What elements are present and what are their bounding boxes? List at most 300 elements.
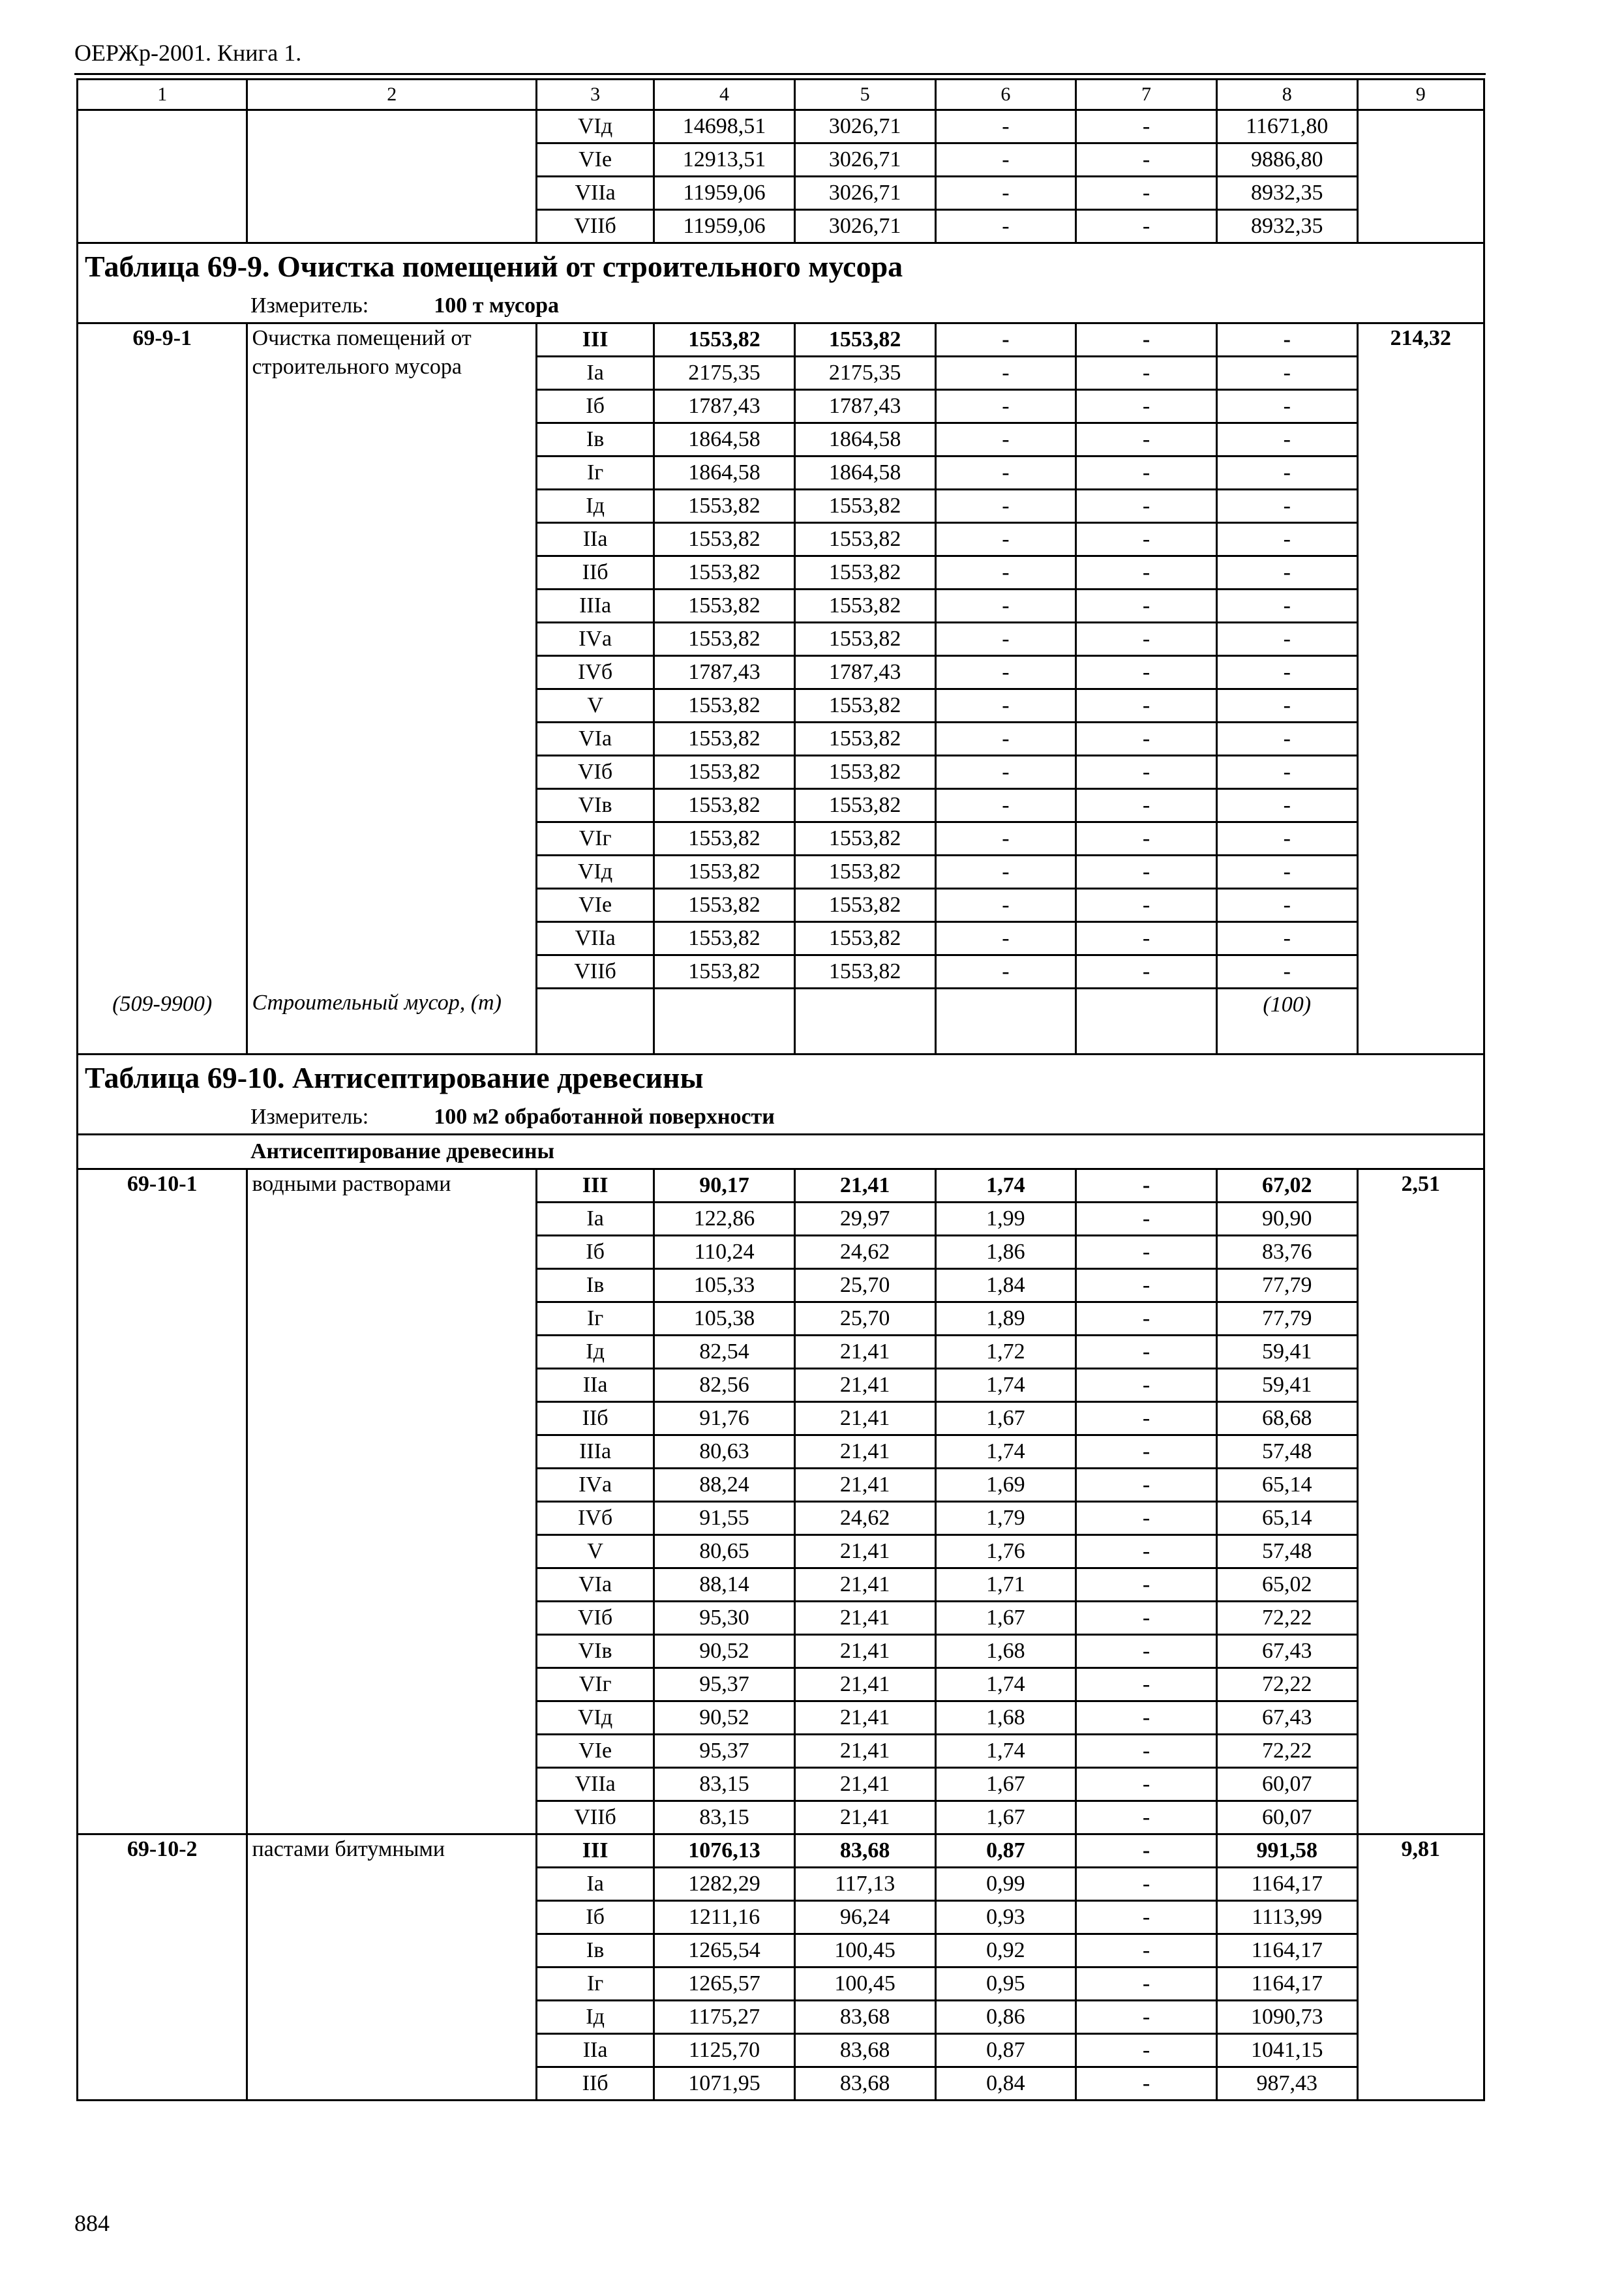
value-cell: 1553,82: [794, 723, 935, 756]
value-cell: 1164,17: [1216, 1967, 1357, 2001]
value-cell: -: [1076, 623, 1217, 656]
value-cell: -: [1076, 1602, 1217, 1635]
value-cell: VIIа: [537, 1768, 654, 1801]
value-cell: -: [1076, 1668, 1217, 1701]
item-code: 69-10-2: [78, 1834, 247, 2101]
value-cell: -: [1216, 955, 1357, 989]
value-cell: -: [1076, 143, 1217, 177]
value-cell: 14698,51: [654, 110, 795, 143]
value-cell: 100,45: [794, 1967, 935, 2001]
value-cell: -: [1076, 955, 1217, 989]
value-cell: -: [1076, 789, 1217, 822]
value-cell: -: [1076, 1901, 1217, 1934]
value-cell: VIд: [537, 110, 654, 143]
value-cell: 1553,82: [654, 523, 795, 556]
value-cell: -: [1076, 590, 1217, 623]
value-cell: -: [1216, 556, 1357, 590]
value-cell: -: [1076, 1868, 1217, 1901]
value-cell: 57,48: [1216, 1535, 1357, 1568]
value-cell: III: [537, 323, 654, 357]
section-title: Таблица 69-9. Очистка помещений от строительного мусора: [78, 243, 1484, 290]
value-cell: Iв: [537, 1934, 654, 1967]
value-cell: 1553,82: [654, 756, 795, 789]
value-cell: 1553,82: [794, 590, 935, 623]
column-number: 5: [794, 80, 935, 110]
page-number: 884: [74, 2210, 110, 2236]
value-cell: VIе: [537, 143, 654, 177]
labor-value: 214,32: [1357, 323, 1484, 1055]
value-cell: -: [1076, 210, 1217, 243]
value-cell: 1553,82: [794, 556, 935, 590]
value-cell: 91,76: [654, 1402, 795, 1435]
value-cell: -: [1076, 1967, 1217, 2001]
blank-cell: [794, 989, 935, 1055]
value-cell: IIа: [537, 1369, 654, 1402]
value-cell: 25,70: [794, 1302, 935, 1336]
value-cell: Iг: [537, 1302, 654, 1336]
value-cell: 65,14: [1216, 1502, 1357, 1535]
value-cell: -: [1076, 889, 1217, 922]
value-cell: -: [1216, 889, 1357, 922]
labor-value: 9,81: [1357, 1834, 1484, 2101]
value-cell: 0,93: [935, 1901, 1076, 1934]
value-cell: Iд: [537, 1336, 654, 1369]
value-cell: -: [1076, 323, 1217, 357]
value-cell: -: [1216, 456, 1357, 490]
value-cell: 1,74: [935, 1668, 1076, 1701]
value-cell: -: [1076, 1502, 1217, 1535]
value-cell: 1553,82: [794, 490, 935, 523]
section-title-row: [78, 1055, 1484, 1101]
column-number: 8: [1216, 80, 1357, 110]
value-cell: IIIа: [537, 1435, 654, 1469]
value-cell: 1,84: [935, 1269, 1076, 1302]
value-cell: -: [935, 456, 1076, 490]
material-name: Строительный мусор, (т): [247, 989, 537, 1055]
value-cell: 11959,06: [654, 210, 795, 243]
meter-label: Измеритель:: [250, 293, 369, 318]
value-cell: VIе: [537, 889, 654, 922]
value-cell: 72,22: [1216, 1668, 1357, 1701]
value-cell: -: [935, 210, 1076, 243]
column-number: 2: [247, 80, 537, 110]
column-number: 4: [654, 80, 795, 110]
value-cell: 83,15: [654, 1801, 795, 1834]
value-cell: -: [1216, 323, 1357, 357]
table-row: [78, 1169, 1484, 1203]
value-cell: 21,41: [794, 1369, 935, 1402]
value-cell: 1864,58: [654, 456, 795, 490]
value-cell: 1553,82: [794, 856, 935, 889]
value-cell: 1553,82: [654, 889, 795, 922]
value-cell: -: [1076, 110, 1217, 143]
value-cell: 60,07: [1216, 1801, 1357, 1834]
value-cell: 1125,70: [654, 2034, 795, 2067]
value-cell: -: [1216, 390, 1357, 423]
value-cell: -: [1076, 1169, 1217, 1203]
value-cell: 1,69: [935, 1469, 1076, 1502]
value-cell: VIд: [537, 1701, 654, 1735]
value-cell: -: [1076, 2034, 1217, 2067]
value-cell: 117,13: [794, 1868, 935, 1901]
value-cell: 59,41: [1216, 1369, 1357, 1402]
value-cell: 88,14: [654, 1568, 795, 1602]
value-cell: 1,74: [935, 1169, 1076, 1203]
value-cell: 24,62: [794, 1502, 935, 1535]
value-cell: -: [1216, 423, 1357, 456]
value-cell: VIв: [537, 789, 654, 822]
value-cell: -: [935, 723, 1076, 756]
value-cell: 90,90: [1216, 1203, 1357, 1236]
value-cell: 100,45: [794, 1934, 935, 1967]
value-cell: 1,67: [935, 1402, 1076, 1435]
value-cell: 57,48: [1216, 1435, 1357, 1469]
value-cell: 991,58: [1216, 1834, 1357, 1868]
value-cell: 2175,35: [654, 357, 795, 390]
value-cell: 1787,43: [654, 390, 795, 423]
value-cell: 1076,13: [654, 1834, 795, 1868]
value-cell: Iд: [537, 2001, 654, 2034]
value-cell: 67,43: [1216, 1635, 1357, 1668]
meter-row: [78, 290, 1484, 323]
value-cell: 21,41: [794, 1701, 935, 1735]
value-cell: -: [935, 889, 1076, 922]
value-cell: 82,54: [654, 1336, 795, 1369]
blank-cell: [247, 110, 537, 243]
value-cell: 95,30: [654, 1602, 795, 1635]
value-cell: 9886,80: [1216, 143, 1357, 177]
value-cell: 1,89: [935, 1302, 1076, 1336]
value-cell: -: [935, 955, 1076, 989]
value-cell: 0,84: [935, 2067, 1076, 2101]
value-cell: IIб: [537, 556, 654, 590]
value-cell: -: [1076, 922, 1217, 955]
value-cell: IIа: [537, 523, 654, 556]
value-cell: 0,87: [935, 2034, 1076, 2067]
value-cell: -: [1076, 2067, 1217, 2101]
value-cell: 110,24: [654, 1236, 795, 1269]
value-cell: 77,79: [1216, 1269, 1357, 1302]
value-cell: 1553,82: [654, 623, 795, 656]
value-cell: 8932,35: [1216, 177, 1357, 210]
value-cell: -: [1076, 689, 1217, 723]
value-cell: -: [935, 143, 1076, 177]
value-cell: 1,71: [935, 1568, 1076, 1602]
blank-cell: [654, 989, 795, 1055]
value-cell: 3026,71: [794, 110, 935, 143]
value-cell: -: [1216, 789, 1357, 822]
value-cell: 987,43: [1216, 2067, 1357, 2101]
value-cell: VIIа: [537, 922, 654, 955]
column-number: 9: [1357, 80, 1484, 110]
value-cell: -: [935, 556, 1076, 590]
value-cell: 1553,82: [654, 922, 795, 955]
blank-cell: [78, 110, 247, 243]
value-cell: 1787,43: [794, 390, 935, 423]
value-cell: 65,02: [1216, 1568, 1357, 1602]
value-cell: 3026,71: [794, 177, 935, 210]
value-cell: 1864,58: [654, 423, 795, 456]
value-cell: 21,41: [794, 1602, 935, 1635]
value-cell: 90,52: [654, 1701, 795, 1735]
value-cell: 95,37: [654, 1735, 795, 1768]
blank-cell: [1357, 110, 1484, 243]
table-row: [78, 1834, 1484, 1868]
value-cell: -: [935, 177, 1076, 210]
value-cell: -: [1216, 756, 1357, 789]
meter-value: 100 т мусора: [434, 293, 560, 318]
value-cell: -: [1076, 1768, 1217, 1801]
value-cell: -: [1216, 822, 1357, 856]
blank-cell: [1076, 989, 1217, 1055]
value-cell: 0,92: [935, 1934, 1076, 1967]
value-cell: VIIб: [537, 955, 654, 989]
value-cell: 0,87: [935, 1834, 1076, 1868]
value-cell: -: [1216, 523, 1357, 556]
value-cell: -: [1076, 856, 1217, 889]
value-cell: -: [1216, 623, 1357, 656]
value-cell: -: [1076, 1701, 1217, 1735]
value-cell: -: [1216, 656, 1357, 689]
value-cell: 3026,71: [794, 210, 935, 243]
value-cell: Iг: [537, 456, 654, 490]
value-cell: -: [935, 822, 1076, 856]
value-cell: -: [1216, 723, 1357, 756]
value-cell: 83,15: [654, 1768, 795, 1801]
value-cell: -: [1076, 1801, 1217, 1834]
value-cell: -: [1076, 456, 1217, 490]
value-cell: 25,70: [794, 1269, 935, 1302]
value-cell: VIIа: [537, 177, 654, 210]
value-cell: IIIа: [537, 590, 654, 623]
rates-table-body: [78, 80, 1484, 2101]
value-cell: -: [935, 856, 1076, 889]
value-cell: 1553,82: [654, 590, 795, 623]
value-cell: -: [1076, 1203, 1217, 1236]
item-name: Очистка помещений от строительного мусора: [247, 323, 537, 989]
value-cell: 83,68: [794, 2067, 935, 2101]
value-cell: Iа: [537, 1868, 654, 1901]
value-cell: 1553,82: [794, 623, 935, 656]
value-cell: -: [1076, 1568, 1217, 1602]
value-cell: -: [1216, 922, 1357, 955]
value-cell: VIд: [537, 856, 654, 889]
value-cell: 1553,82: [794, 922, 935, 955]
value-cell: -: [935, 789, 1076, 822]
value-cell: 67,43: [1216, 1701, 1357, 1735]
section-title: Таблица 69-10. Антисептирование древесины: [78, 1055, 1484, 1101]
value-cell: 1,72: [935, 1336, 1076, 1369]
value-cell: 1,86: [935, 1236, 1076, 1269]
value-cell: 1553,82: [654, 490, 795, 523]
value-cell: 1,74: [935, 1735, 1076, 1768]
value-cell: -: [1076, 1336, 1217, 1369]
value-cell: 21,41: [794, 1336, 935, 1369]
value-cell: 60,07: [1216, 1768, 1357, 1801]
value-cell: -: [935, 590, 1076, 623]
value-cell: VIа: [537, 1568, 654, 1602]
value-cell: -: [1216, 856, 1357, 889]
table-row: [78, 110, 1484, 143]
value-cell: 1,68: [935, 1701, 1076, 1735]
material-code: (509-9900): [78, 989, 247, 1055]
value-cell: VIг: [537, 822, 654, 856]
value-cell: 21,41: [794, 1568, 935, 1602]
meter-label: Измеритель:: [250, 1105, 369, 1129]
value-cell: 80,65: [654, 1535, 795, 1568]
value-cell: Iб: [537, 1236, 654, 1269]
value-cell: IVа: [537, 623, 654, 656]
value-cell: 1553,82: [654, 723, 795, 756]
value-cell: -: [1076, 1834, 1217, 1868]
value-cell: VIв: [537, 1635, 654, 1668]
meter-row: [78, 1101, 1484, 1135]
value-cell: V: [537, 689, 654, 723]
value-cell: 1553,82: [794, 756, 935, 789]
table-row: [78, 323, 1484, 357]
value-cell: 1,68: [935, 1635, 1076, 1668]
value-cell: V: [537, 1535, 654, 1568]
value-cell: -: [1216, 590, 1357, 623]
value-cell: 1553,82: [794, 523, 935, 556]
value-cell: -: [935, 390, 1076, 423]
value-cell: 1787,43: [654, 656, 795, 689]
value-cell: 29,97: [794, 1203, 935, 1236]
value-cell: 21,41: [794, 1169, 935, 1203]
value-cell: 1553,82: [654, 689, 795, 723]
value-cell: -: [1076, 1236, 1217, 1269]
value-cell: 72,22: [1216, 1602, 1357, 1635]
value-cell: Iд: [537, 490, 654, 523]
value-cell: -: [1076, 1635, 1217, 1668]
value-cell: 1553,82: [794, 889, 935, 922]
value-cell: -: [1076, 723, 1217, 756]
value-cell: IIб: [537, 2067, 654, 2101]
value-cell: 1,67: [935, 1602, 1076, 1635]
value-cell: 0,99: [935, 1868, 1076, 1901]
value-cell: 1553,82: [654, 822, 795, 856]
value-cell: 77,79: [1216, 1302, 1357, 1336]
value-cell: -: [1076, 1402, 1217, 1435]
material-row: [78, 989, 1484, 1055]
subheading-row: [78, 1135, 1484, 1169]
value-cell: -: [935, 357, 1076, 390]
value-cell: -: [1076, 1369, 1217, 1402]
value-cell: VIб: [537, 1602, 654, 1635]
value-cell: -: [935, 922, 1076, 955]
value-cell: IIа: [537, 2034, 654, 2067]
value-cell: 1,67: [935, 1801, 1076, 1834]
blank-cell: [537, 989, 654, 1055]
value-cell: 1164,17: [1216, 1868, 1357, 1901]
value-cell: 88,24: [654, 1469, 795, 1502]
value-cell: VIIб: [537, 1801, 654, 1834]
item-name: водными растворами: [247, 1169, 537, 1834]
value-cell: 1113,99: [1216, 1901, 1357, 1934]
value-cell: -: [935, 623, 1076, 656]
value-cell: 3026,71: [794, 143, 935, 177]
value-cell: IVб: [537, 1502, 654, 1535]
item-code: 69-9-1: [78, 323, 247, 989]
value-cell: 1553,82: [794, 323, 935, 357]
value-cell: 21,41: [794, 1402, 935, 1435]
value-cell: VIа: [537, 723, 654, 756]
labor-value: 2,51: [1357, 1169, 1484, 1834]
value-cell: 24,62: [794, 1236, 935, 1269]
value-cell: 21,41: [794, 1735, 935, 1768]
column-number: 3: [537, 80, 654, 110]
material-qty: (100): [1216, 989, 1357, 1055]
value-cell: -: [1076, 2001, 1217, 2034]
item-name: пастами битумными: [247, 1834, 537, 2101]
value-cell: Iв: [537, 1269, 654, 1302]
value-cell: 1265,57: [654, 1967, 795, 2001]
value-cell: 91,55: [654, 1502, 795, 1535]
value-cell: 83,68: [794, 2034, 935, 2067]
value-cell: 90,17: [654, 1169, 795, 1203]
value-cell: -: [1076, 1302, 1217, 1336]
value-cell: 1265,54: [654, 1934, 795, 1967]
value-cell: 105,38: [654, 1302, 795, 1336]
value-cell: -: [1076, 390, 1217, 423]
value-cell: 1553,82: [654, 856, 795, 889]
value-cell: VIг: [537, 1668, 654, 1701]
rates-table: [76, 78, 1485, 2101]
value-cell: -: [1076, 177, 1217, 210]
value-cell: 82,56: [654, 1369, 795, 1402]
value-cell: -: [1076, 357, 1217, 390]
value-cell: 21,41: [794, 1469, 935, 1502]
value-cell: -: [1076, 556, 1217, 590]
value-cell: 83,68: [794, 2001, 935, 2034]
meter-cell: [78, 290, 1484, 323]
value-cell: 1,67: [935, 1768, 1076, 1801]
value-cell: -: [935, 523, 1076, 556]
value-cell: 1090,73: [1216, 2001, 1357, 2034]
value-cell: 1,99: [935, 1203, 1076, 1236]
value-cell: -: [1076, 756, 1217, 789]
value-cell: 96,24: [794, 1901, 935, 1934]
value-cell: 8932,35: [1216, 210, 1357, 243]
value-cell: 0,86: [935, 2001, 1076, 2034]
value-cell: -: [935, 490, 1076, 523]
value-cell: VIIб: [537, 210, 654, 243]
value-cell: Iа: [537, 357, 654, 390]
value-cell: Iб: [537, 390, 654, 423]
value-cell: 0,95: [935, 1967, 1076, 2001]
value-cell: 1,76: [935, 1535, 1076, 1568]
value-cell: 65,14: [1216, 1469, 1357, 1502]
value-cell: 1164,17: [1216, 1934, 1357, 1967]
subheading: Антисептирование древесины: [78, 1135, 1484, 1169]
value-cell: 1041,15: [1216, 2034, 1357, 2067]
value-cell: 90,52: [654, 1635, 795, 1668]
value-cell: 72,22: [1216, 1735, 1357, 1768]
value-cell: 83,76: [1216, 1236, 1357, 1269]
value-cell: 11671,80: [1216, 110, 1357, 143]
value-cell: 1553,82: [654, 789, 795, 822]
value-cell: -: [1076, 1735, 1217, 1768]
value-cell: 95,37: [654, 1668, 795, 1701]
column-number: 6: [935, 80, 1076, 110]
value-cell: 21,41: [794, 1768, 935, 1801]
value-cell: -: [1076, 490, 1217, 523]
value-cell: III: [537, 1169, 654, 1203]
value-cell: -: [1076, 1469, 1217, 1502]
column-number: 7: [1076, 80, 1217, 110]
value-cell: Iб: [537, 1901, 654, 1934]
value-cell: 12913,51: [654, 143, 795, 177]
